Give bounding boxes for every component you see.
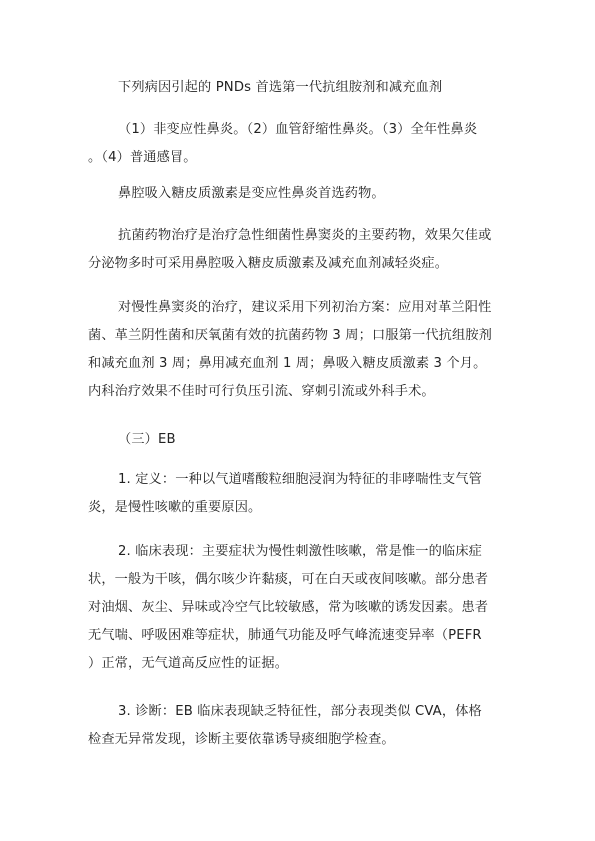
text-line: （1）非变应性鼻炎。（2）血管舒缩性鼻炎。（3）全年性鼻炎 — [118, 122, 478, 137]
paragraph-acute-sinusitis — [88, 222, 518, 278]
text-line: 对慢性鼻窦炎的治疗，建议采用下列初治方案：应用对革兰阳性 — [118, 300, 492, 315]
text-line: 抗菌药物治疗是治疗急性细菌性鼻窦炎的主要药物，效果欠佳或 — [118, 228, 492, 243]
paragraph-eb-definition — [88, 466, 518, 522]
paragraph-pnds-first-choice — [88, 74, 518, 102]
text-line: （三）EB — [118, 432, 176, 447]
text-line: 对油烟、灰尘、异味或冷空气比较敏感，常为咳嗽的诱发因素。患者 — [88, 600, 489, 615]
paragraph-eb-clinical-manifestation — [88, 538, 518, 678]
text-line: 3. 诊断：EB 临床表现缺乏特征性，部分表现类似 CVA，体格 — [118, 704, 482, 719]
text-line: 状，一般为干咳，偶尔咳少许黏痰，可在白天或夜间咳嗽。部分患者 — [88, 572, 489, 587]
paragraph-allergic-rhinitis — [88, 180, 518, 208]
text-line: 。（4）普通感冒。 — [88, 150, 197, 165]
text-line: 内科治疗效果不佳时可行负压引流、穿刺引流或外科手术。 — [88, 384, 435, 399]
paragraph-chronic-sinusitis — [88, 294, 518, 406]
text-line: 1. 定义：一种以气道嗜酸粒细胞浸润为特征的非哮喘性支气管 — [118, 472, 482, 487]
text-line: 无气喘、呼吸困难等症状，肺通气功能及呼气峰流速变异率（PEFR — [88, 628, 482, 643]
text-line: 炎，是慢性咳嗽的重要原因。 — [88, 500, 262, 515]
text-line: 菌、革兰阴性菌和厌氧菌有效的抗菌药物 3 周；口服第一代抗组胺剂 — [88, 328, 493, 343]
text-line: 和减充血剂 3 周；鼻用减充血剂 1 周；鼻吸入糖皮质激素 3 个月。 — [88, 356, 487, 371]
text-line: 下列病因引起的 PNDs 首选第一代抗组胺剂和减充血剂 — [118, 80, 443, 95]
text-line: ）正常，无气道高反应性的证据。 — [88, 656, 289, 671]
text-line: 分泌物多时可采用鼻腔吸入糖皮质激素及减充血剂减轻炎症。 — [88, 256, 449, 271]
paragraph-eb-diagnosis — [88, 698, 518, 754]
text-line: 鼻腔吸入糖皮质激素是变应性鼻炎首选药物。 — [118, 186, 385, 201]
section-heading-eb — [88, 426, 518, 454]
text-line: 2. 临床表现：主要症状为慢性刺激性咳嗽，常是惟一的临床症 — [118, 544, 482, 559]
text-line: 检查无异常发现，诊断主要依靠诱导痰细胞学检查。 — [88, 732, 395, 747]
paragraph-rhinitis-list — [88, 116, 518, 172]
